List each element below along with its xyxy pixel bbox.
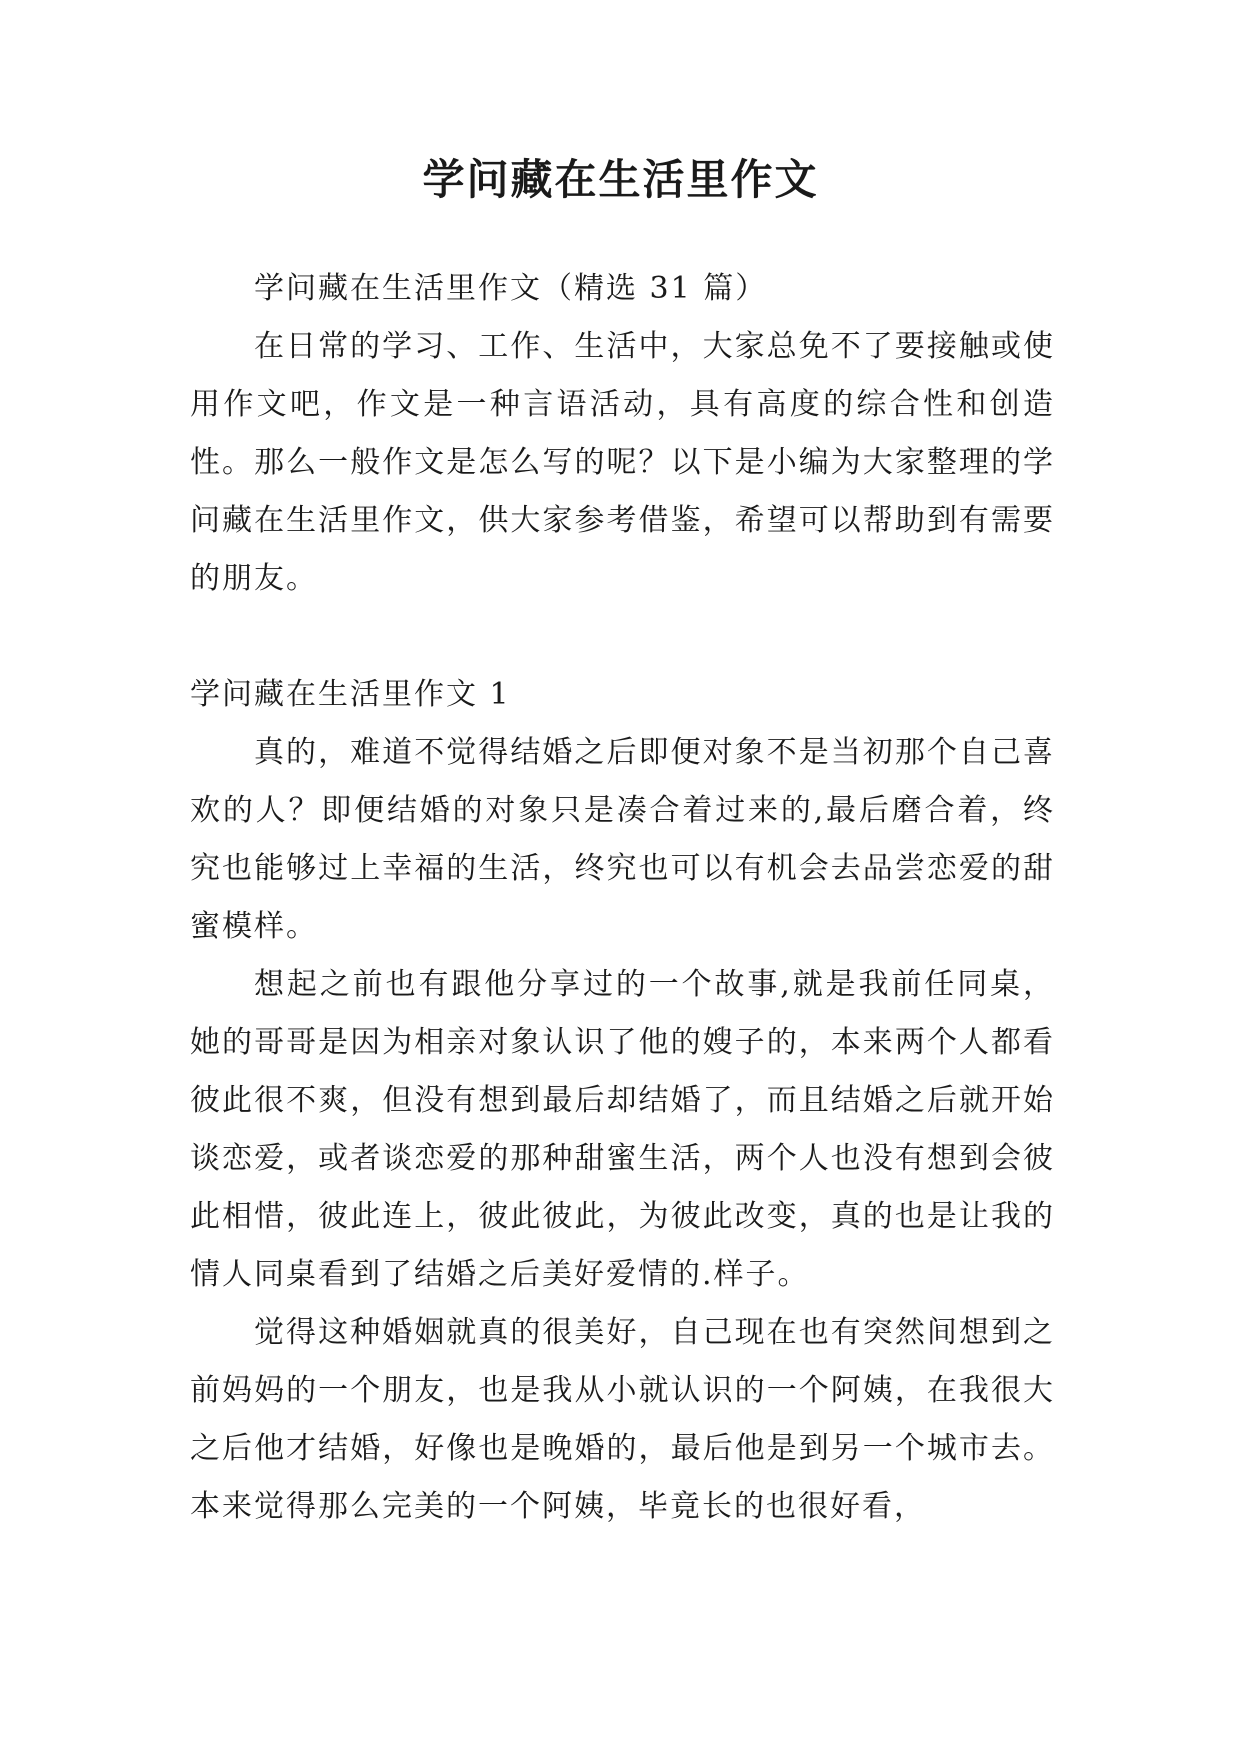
- document-body: [190, 260, 1055, 1536]
- subtitle: 学问藏在生活里作文（精选 31 篇）: [254, 271, 768, 306]
- section-heading: 学问藏在生活里作文 1: [190, 677, 511, 712]
- document-title: 学问藏在生活里作文: [422, 155, 819, 204]
- paragraph: 想起之前也有跟他分享过的一个故事,就是我前任同桌，她的哥哥是因为相亲对象认识了他的嫂子的，本来两个人都看彼此很不爽，但没有想到最后却结婚了，而且结婚之后就开始谈恋爱，或者谈恋爱的那种甜蜜生活，两个人也没有想到会彼此相惜，彼此连上，彼此彼此，为彼此改变，真的也是让我的情人同桌看到了结婚之后美好爱情的.样子。: [190, 967, 1055, 1292]
- paragraph: 觉得这种婚姻就真的很美好，自己现在也有突然间想到之前妈妈的一个朋友，也是我从小就认识的一个阿姨，在我很大之后他才结婚，好像也是晚婚的，最后他是到另一个城市去。本来觉得那么完美的一个阿姨，毕竟长的也很好看，: [190, 1315, 1055, 1524]
- intro-paragraph: 在日常的学习、工作、生活中，大家总免不了要接触或使用作文吧，作文是一种言语活动，具有高度的综合性和创造性。那么一般作文是怎么写的呢？以下是小编为大家整理的学问藏在生活里作文，供大家参考借鉴，希望可以帮助到有需要的朋友。: [190, 329, 1055, 596]
- paragraph: 真的，难道不觉得结婚之后即便对象不是当初那个自己喜欢的人？即便结婚的对象只是凑合着过来的,最后磨合着，终究也能够过上幸福的生活，终究也可以有机会去品尝恋爱的甜蜜模样。: [190, 735, 1055, 944]
- spacer: [190, 608, 1055, 666]
